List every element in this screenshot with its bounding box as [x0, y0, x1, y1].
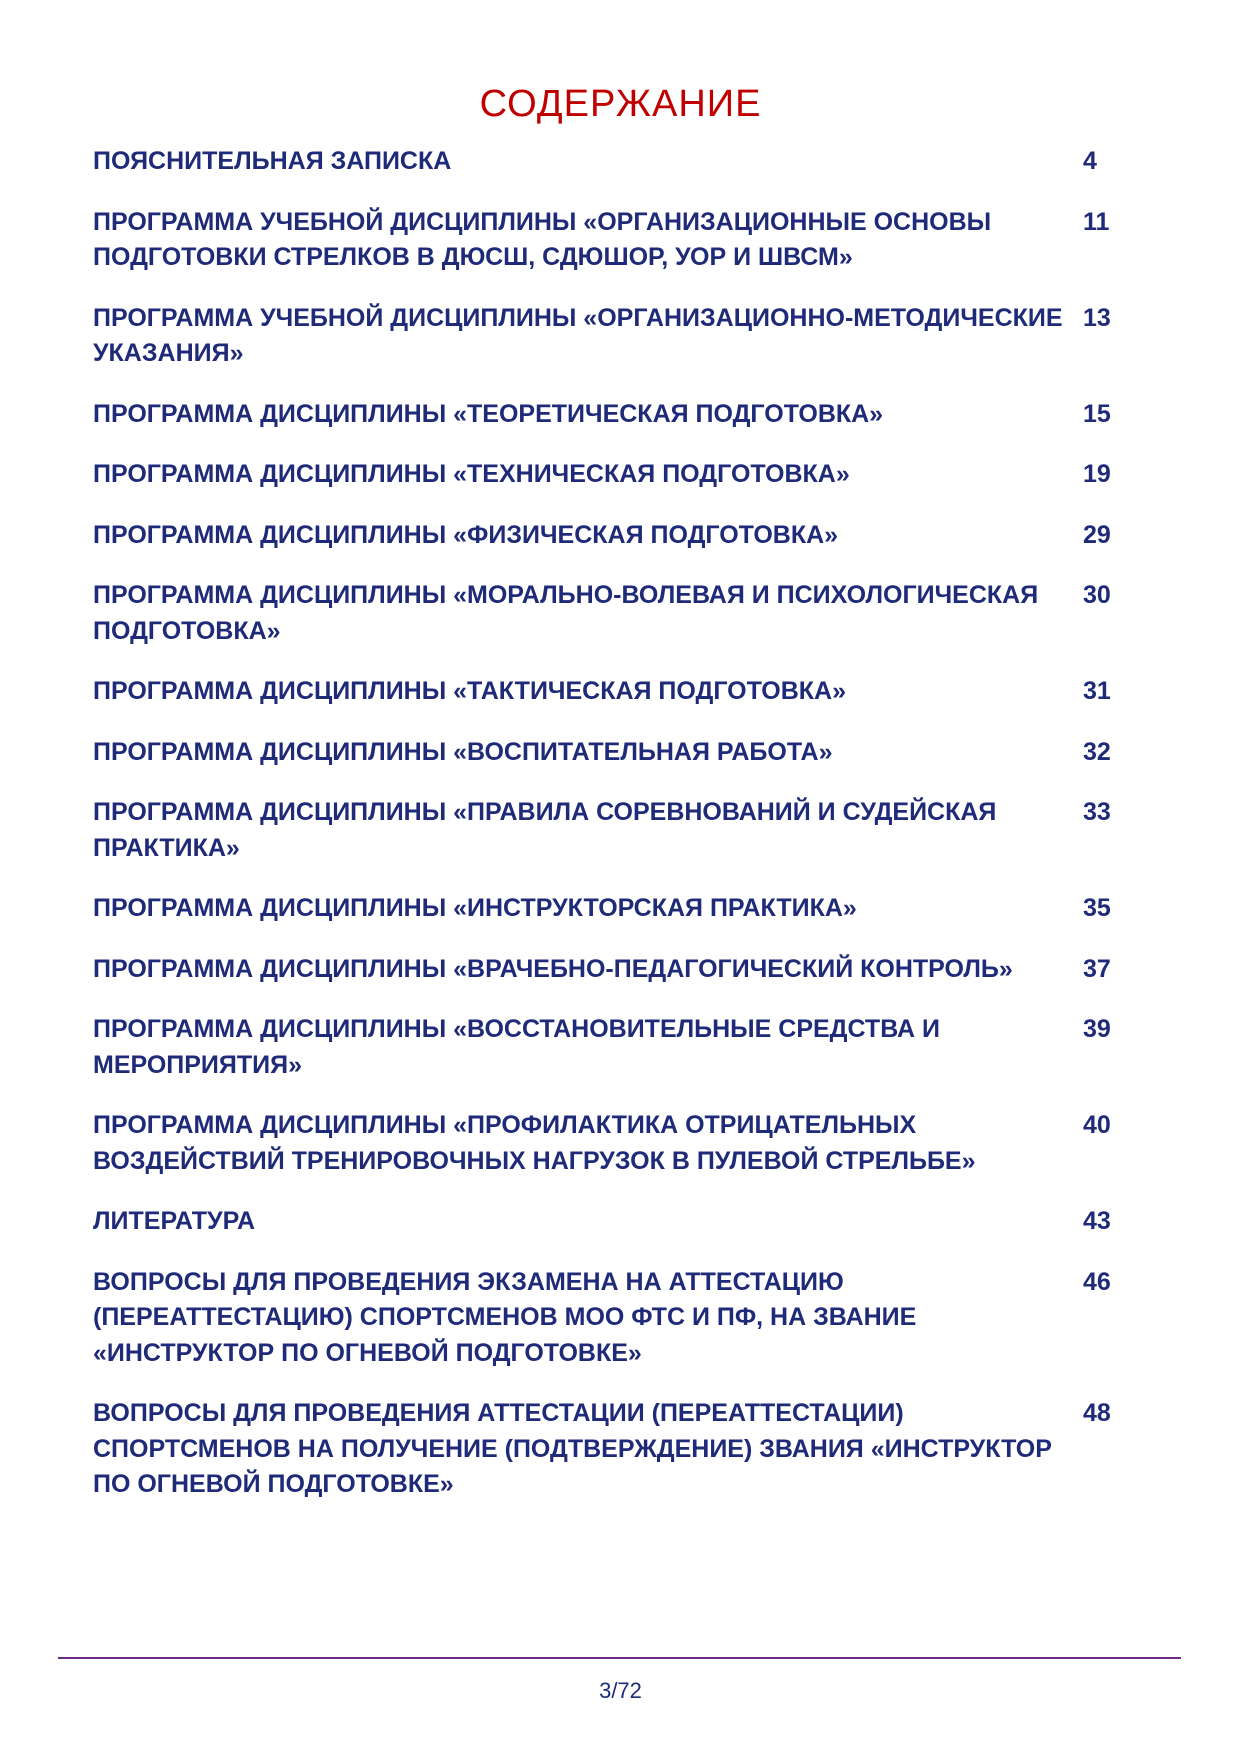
toc-entry-title: ПРОГРАММА ДИСЦИПЛИНЫ «ПРАВИЛА СОРЕВНОВАНИЙ И СУДЕЙСКАЯ ПРАКТИКА» — [93, 798, 997, 862]
page-title: СОДЕРЖАНИЕ — [479, 83, 762, 126]
toc-entry-title: ПРОГРАММА ДИСЦИПЛИНЫ «МОРАЛЬНО-ВОЛЕВАЯ И ПСИХОЛОГИЧЕСКАЯ ПОДГОТОВКА» — [93, 581, 1039, 645]
toc-entry-page: 35 — [1083, 894, 1111, 922]
toc-entry[interactable] — [93, 1108, 1133, 1179]
toc-entry-page: 30 — [1083, 581, 1111, 609]
toc-entry-title: ПРОГРАММА ДИСЦИПЛИНЫ «ВОСПИТАТЕЛЬНАЯ РАБОТА» — [93, 737, 833, 766]
toc-entry-title: ПРОГРАММА ДИСЦИПЛИНЫ «ПРОФИЛАКТИКА ОТРИЦАТЕЛЬНЫХ ВОЗДЕЙСТВИЙ ТРЕНИРОВОЧНЫХ НАГРУЗОК В ПУЛЕВОЙ СТРЕЛЬБЕ» — [93, 1111, 976, 1175]
toc-entry-page: 31 — [1083, 677, 1111, 705]
toc-entry-title: ЛИТЕРАТУРА — [93, 1207, 256, 1235]
toc-entry-title: ВОПРОСЫ ДЛЯ ПРОВЕДЕНИЯ АТТЕСТАЦИИ (ПЕРЕАТТЕСТАЦИИ) СПОРТСМЕНОВ НА ПОЛУЧЕНИЕ (ПОДТВЕРЖДЕНИЕ) ЗВАНИЯ «ИНСТРУКТОР ПО ОГНЕВОЙ ПОДГОТОВКЕ» — [93, 1399, 1052, 1498]
toc-entry-page: 48 — [1083, 1399, 1111, 1427]
toc-entry[interactable] — [93, 518, 1133, 554]
toc-entry[interactable] — [93, 301, 1133, 372]
toc-entry-title: ПРОГРАММА ДИСЦИПЛИНЫ «ФИЗИЧЕСКАЯ ПОДГОТОВКА» — [93, 520, 839, 549]
toc-entry-page: 40 — [1083, 1111, 1111, 1139]
toc-entry-page: 43 — [1083, 1207, 1111, 1235]
toc-entry[interactable] — [93, 397, 1133, 433]
toc-entry[interactable] — [93, 891, 1133, 927]
toc-entry-page: 4 — [1083, 147, 1097, 175]
toc-entry[interactable] — [93, 578, 1133, 649]
toc-entry-title: ПРОГРАММА ДИСЦИПЛИНЫ «ТАКТИЧЕСКАЯ ПОДГОТОВКА» — [93, 677, 846, 705]
toc-entry-page: 33 — [1083, 798, 1111, 826]
toc-entry[interactable] — [93, 457, 1133, 493]
toc-entry-title: ПРОГРАММА ДИСЦИПЛИНЫ «ТЕОРЕТИЧЕСКАЯ ПОДГОТОВКА» — [93, 399, 884, 428]
toc-entry-page: 32 — [1083, 737, 1111, 766]
toc-entry-page: 29 — [1083, 520, 1111, 549]
toc-entry[interactable] — [93, 205, 1133, 276]
toc-entry[interactable] — [93, 1204, 1133, 1240]
toc-entry-page: 11 — [1083, 207, 1110, 236]
toc-entry-title: ПРОГРАММА ДИСЦИПЛИНЫ «ВРАЧЕБНО-ПЕДАГОГИЧЕСКИЙ КОНТРОЛЬ» — [93, 954, 1013, 983]
toc-entry[interactable] — [93, 674, 1133, 710]
toc-entry[interactable] — [93, 952, 1133, 988]
toc-entry[interactable] — [93, 1012, 1133, 1083]
toc-entry-title: ПРОГРАММА ДИСЦИПЛИНЫ «ТЕХНИЧЕСКАЯ ПОДГОТОВКА» — [93, 460, 850, 488]
toc-entry-title: ПРОГРАММА ДИСЦИПЛИНЫ «ИНСТРУКТОРСКАЯ ПРАКТИКА» — [93, 894, 857, 922]
toc-entry[interactable] — [93, 1265, 1133, 1372]
toc-entry[interactable] — [93, 735, 1133, 771]
toc-entry[interactable] — [93, 795, 1133, 866]
toc-entry-title: ПРОГРАММА ДИСЦИПЛИНЫ «ВОССТАНОВИТЕЛЬНЫЕ СРЕДСТВА И МЕРОПРИЯТИЯ» — [93, 1015, 940, 1079]
toc-entry[interactable] — [93, 1396, 1133, 1503]
page-number: 3/72 — [599, 1678, 642, 1703]
toc-entry-title: ПОЯСНИТЕЛЬНАЯ ЗАПИСКА — [93, 147, 452, 175]
toc-entry[interactable] — [93, 144, 1133, 180]
toc-entry-title: ПРОГРАММА УЧЕБНОЙ ДИСЦИПЛИНЫ «ОРГАНИЗАЦИОННЫЕ ОСНОВЫ ПОДГОТОВКИ СТРЕЛКОВ В ДЮСШ, СДЮШОР, УОР И ШВСМ» — [93, 207, 992, 271]
toc-entry-page: 46 — [1083, 1267, 1111, 1296]
table-of-contents — [93, 144, 1133, 1528]
toc-entry-title: ПРОГРАММА УЧЕБНОЙ ДИСЦИПЛИНЫ «ОРГАНИЗАЦИОННО-МЕТОДИЧЕСКИЕ УКАЗАНИЯ» — [93, 303, 1063, 367]
toc-entry-title: ВОПРОСЫ ДЛЯ ПРОВЕДЕНИЯ ЭКЗАМЕНА НА АТТЕСТАЦИЮ (ПЕРЕАТТЕСТАЦИЮ) СПОРТСМЕНОВ МОО ФТС И ПФ, НА ЗВАНИЕ «ИНСТРУКТОР ПО ОГНЕВОЙ ПОДГОТОВКЕ» — [93, 1267, 917, 1367]
toc-entry-page: 39 — [1083, 1015, 1111, 1043]
toc-entry-page: 37 — [1083, 954, 1111, 983]
toc-entry-page: 13 — [1083, 303, 1111, 332]
toc-entry-page: 15 — [1083, 399, 1111, 428]
toc-entry-page: 19 — [1083, 460, 1111, 488]
footer-divider — [58, 1657, 1181, 1659]
